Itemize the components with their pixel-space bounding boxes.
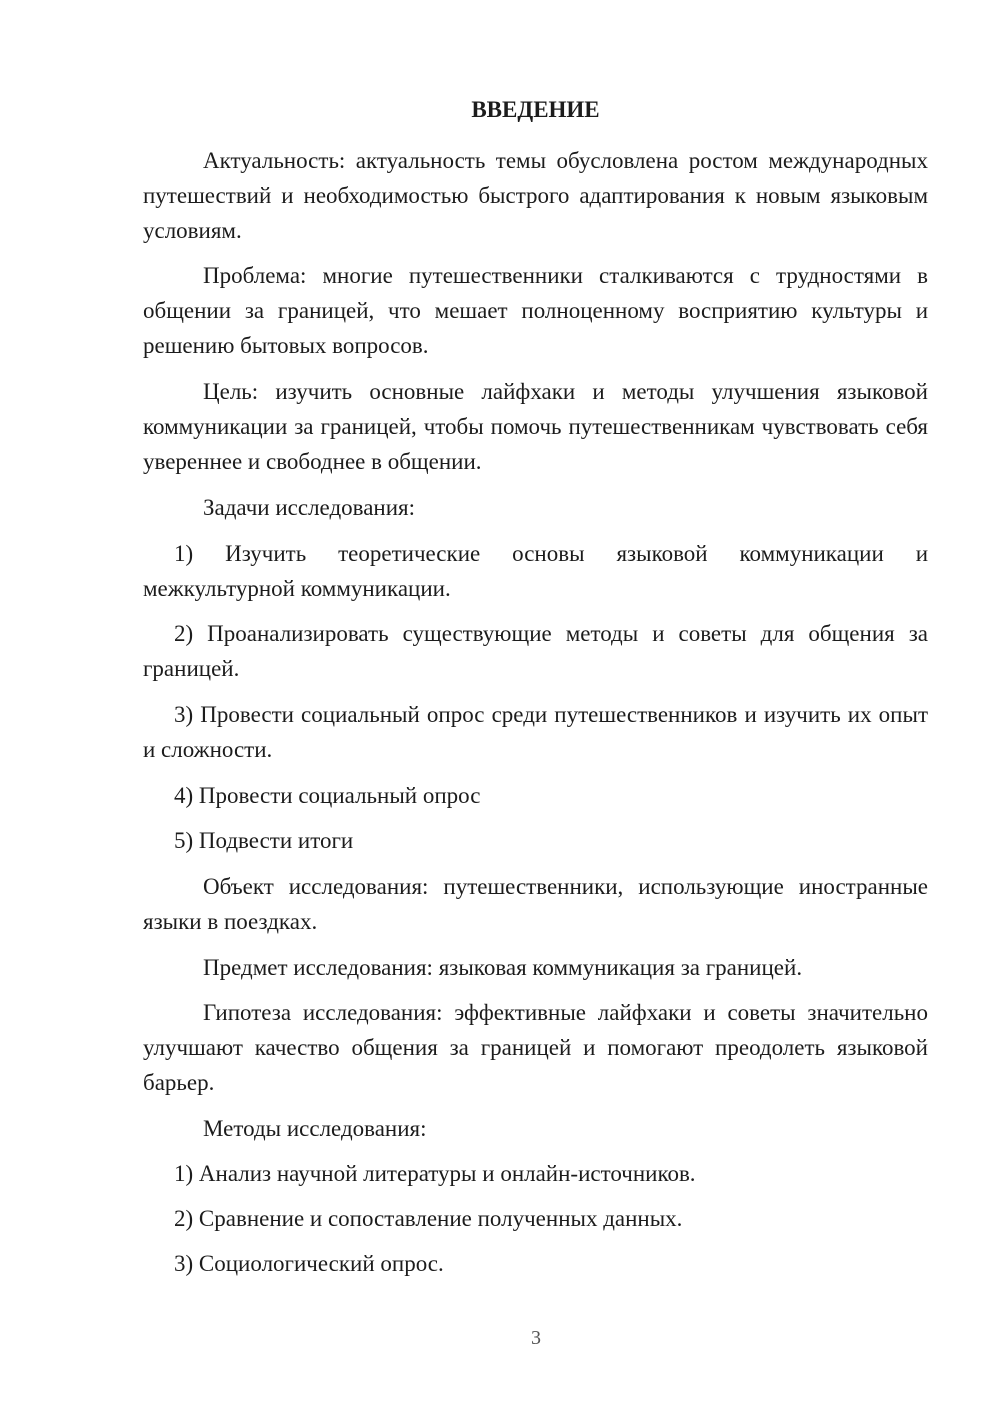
method-item: 3) Социологический опрос. (174, 1251, 444, 1276)
relevance-paragraph: Актуальность: актуальность темы обусловлена ростом международных путешествий и необходимостью быстрого адаптирования к новым языковым условиям. (143, 148, 928, 243)
page-title: ВВЕДЕНИЕ (471, 97, 600, 122)
problem-paragraph: Проблема: многие путешественники сталкиваются с трудностями в общении за границей, что мешает полноценному восприятию культуры и решению бытовых вопросов. (143, 263, 928, 358)
task-item: 4) Провести социальный опрос (174, 783, 481, 808)
tasks-heading: Задачи исследования: (203, 495, 416, 520)
object-paragraph: Объект исследования: путешественники, использующие иностранные языки в поездках. (143, 874, 928, 934)
method-item: 1) Анализ научной литературы и онлайн-источников. (174, 1161, 696, 1186)
methods-heading: Методы исследования: (203, 1116, 427, 1141)
task-item: 2) Проанализировать существующие методы и советы для общения за границей. (143, 621, 928, 681)
task-item: 1) Изучить теоретические основы языковой коммуникации и межкультурной коммуникации. (143, 541, 928, 601)
page-number: 3 (531, 1327, 541, 1349)
task-item: 5) Подвести итоги (174, 828, 354, 853)
method-item: 2) Сравнение и сопоставление полученных данных. (174, 1206, 683, 1231)
task-item: 3) Провести социальный опрос среди путешественников и изучить их опыт и сложности. (143, 702, 928, 762)
subject-paragraph: Предмет исследования: языковая коммуникация за границей. (203, 955, 803, 980)
hypothesis-paragraph: Гипотеза исследования: эффективные лайфхаки и советы значительно улучшают качество общения за границей и помогают преодолеть языковой барьер. (143, 1000, 928, 1095)
goal-paragraph: Цель: изучить основные лайфхаки и методы улучшения языковой коммуникации за границей, чтобы помочь путешественникам чувствовать себя увереннее и свободнее в общении. (143, 379, 928, 474)
